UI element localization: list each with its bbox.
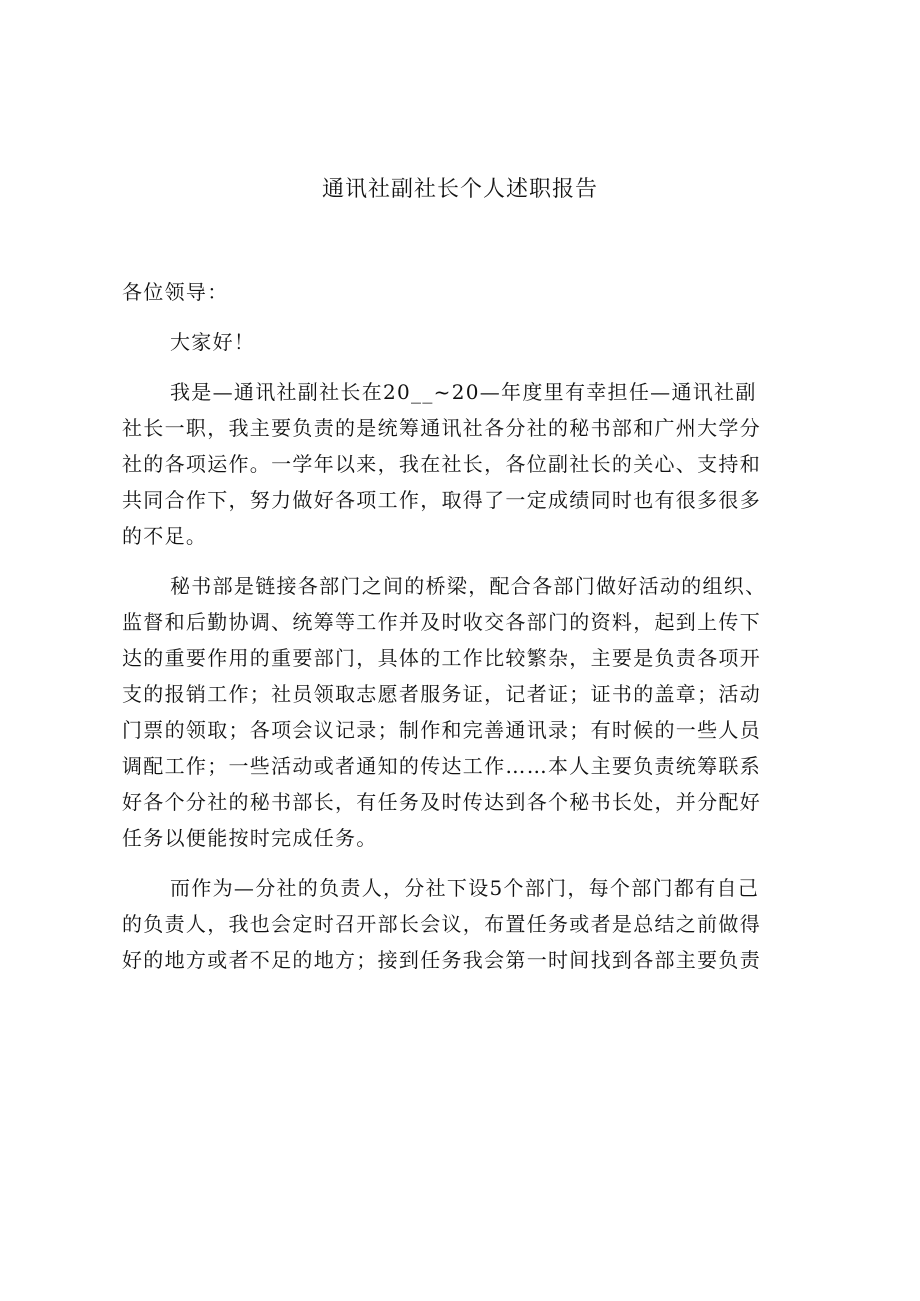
paragraph-1	[122, 374, 822, 554]
paragraph-line: 秘书部是链接各部门之间的桥梁，配合各部门做好活动的组织、	[170, 574, 767, 598]
salutation: 各位领导：	[122, 280, 229, 304]
paragraph-line: 监督和后勤协调、统筹等工作并及时收交各部门的资料，起到上传下	[122, 610, 761, 634]
paragraph-line: 社的各项运作。一学年以来，我在社长，各位副社长的关心、支持和	[122, 452, 761, 476]
paragraph-line: 门票的领取；各项会议记录；制作和完善通讯录；有时候的一些人员	[122, 718, 761, 742]
paragraph-2	[122, 568, 822, 856]
paragraph-line: 而作为—分社的负责人，分社下设5个部门，每个部门都有自己	[170, 876, 760, 900]
paragraph-line: 支的报销工作；社员领取志愿者服务证，记者证；证书的盖章；活动	[122, 682, 761, 706]
paragraph-line: 的负责人，我也会定时召开部长会议，布置任务或者是总结之前做得	[122, 912, 761, 936]
paragraph-line: 的不足。	[122, 524, 208, 548]
paragraph-line: 好的地方或者不足的地方；接到任务我会第一时间找到各部主要负责	[122, 948, 761, 972]
paragraph-line: 任务以便能按时完成任务。	[122, 826, 378, 850]
greeting: 大家好！	[170, 330, 256, 354]
paragraph-line: 社长一职，我主要负责的是统筹通讯社各分社的秘书部和广州大学分	[122, 416, 761, 440]
paragraph-line: 我是—通讯社副社长在20__~20—年度里有幸担任—通讯社副	[170, 380, 757, 404]
paragraph-line: 达的重要作用的重要部门，具体的工作比较繁杂，主要是负责各项开	[122, 646, 761, 670]
paragraph-line: 调配工作；一些活动或者通知的传达工作……本人主要负责统筹联系	[122, 754, 761, 778]
paragraph-line: 共同合作下，努力做好各项工作，取得了一定成绩同时也有很多很多	[122, 488, 761, 512]
document-body	[122, 274, 822, 978]
paragraph-3	[122, 870, 822, 978]
document-title: 通讯社副社长个人述职报告	[321, 177, 598, 202]
paragraph-line: 好各个分社的秘书部长，有任务及时传达到各个秘书长处，并分配好	[122, 790, 761, 814]
